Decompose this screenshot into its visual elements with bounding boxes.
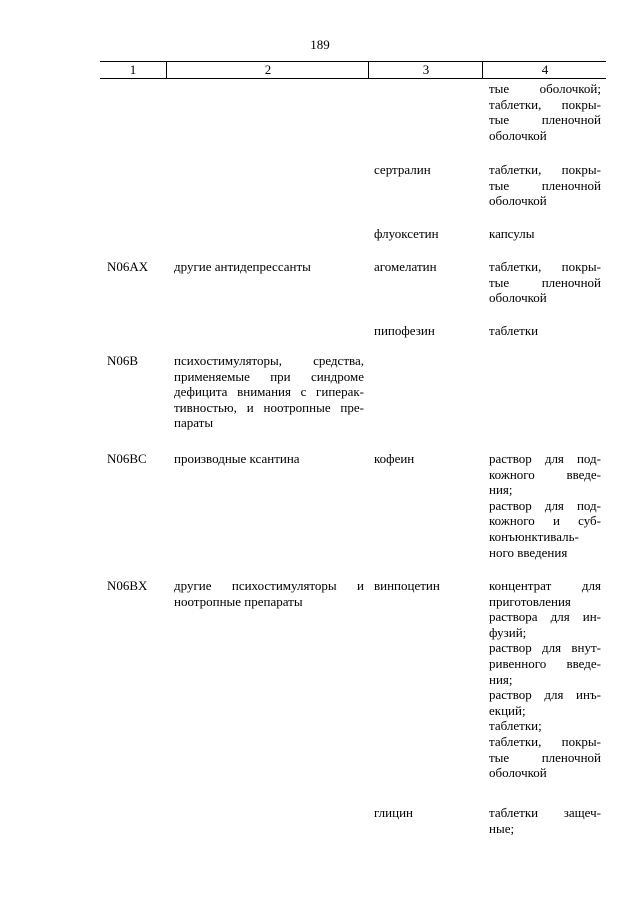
group-name-cell-line: ноотропные препараты bbox=[174, 593, 303, 609]
drug-name-cell bbox=[374, 451, 482, 467]
dosage-forms-cell-line: капсулы bbox=[489, 226, 535, 241]
group-name-cell bbox=[174, 353, 364, 431]
dosage-forms-cell-line: кожного введе- bbox=[489, 466, 601, 482]
dosage-forms-cell-line: раствор для внут- bbox=[489, 640, 601, 656]
dosage-forms-cell bbox=[489, 323, 601, 339]
dosage-forms-cell-line: тые пленочной bbox=[489, 749, 601, 765]
atc-code-cell-line: N06B bbox=[107, 353, 139, 368]
page-number: 189 bbox=[310, 37, 330, 52]
dosage-forms-cell bbox=[489, 578, 601, 781]
atc-code-cell-line: N06AX bbox=[107, 259, 149, 274]
atc-code-cell bbox=[107, 353, 167, 369]
group-name-cell-line: другие психостимуляторы и bbox=[174, 578, 364, 593]
group-name-cell-line: применяемые при синдроме bbox=[174, 368, 364, 384]
dosage-forms-cell-line: оболочкой bbox=[489, 765, 547, 781]
group-name-cell bbox=[174, 259, 364, 275]
dosage-forms-cell-line: тые пленочной bbox=[489, 112, 601, 128]
table-header bbox=[100, 61, 606, 79]
group-name-cell-line: психостимуляторы, средства, bbox=[174, 353, 364, 368]
group-name-cell-line: дефицита внимания с гиперак- bbox=[174, 384, 364, 400]
dosage-forms-cell-line: таблетки, покры- bbox=[489, 162, 601, 177]
dosage-forms-cell bbox=[489, 451, 601, 560]
drug-name-cell bbox=[374, 323, 482, 339]
drug-name-cell bbox=[374, 259, 482, 275]
dosage-forms-cell-line: кожного и суб- bbox=[489, 513, 601, 529]
drug-name-cell-line: агомелатин bbox=[374, 259, 437, 274]
dosage-forms-cell-line: раствор для под- bbox=[489, 451, 601, 466]
drug-name-cell-line: винпоцетин bbox=[374, 578, 440, 593]
dosage-forms-cell-line: тые пленочной bbox=[489, 274, 601, 290]
drug-name-cell bbox=[374, 805, 482, 821]
dosage-forms-cell-line: ные; bbox=[489, 820, 515, 836]
dosage-forms-cell-line: раствор для под- bbox=[489, 497, 601, 513]
dosage-forms-cell-line: ния; bbox=[489, 482, 513, 498]
drug-name-cell-line: флуоксетин bbox=[374, 226, 439, 241]
dosage-forms-cell bbox=[489, 81, 601, 143]
atc-code-cell bbox=[107, 259, 167, 275]
dosage-forms-cell-line: тые пленочной bbox=[489, 177, 601, 193]
dosage-forms-cell-line: фузий; bbox=[489, 624, 527, 640]
group-name-cell-line: тивностью, и ноотропные пре- bbox=[174, 399, 364, 415]
dosage-forms-cell-line: оболочкой bbox=[489, 290, 547, 306]
header-col-1: 1 bbox=[129, 62, 137, 77]
dosage-forms-cell-line: таблетки; bbox=[489, 718, 542, 734]
drug-name-cell-line: сертралин bbox=[374, 162, 431, 177]
atc-code-cell-line: N06BC bbox=[107, 451, 147, 466]
dosage-forms-cell-line: таблетки, покры- bbox=[489, 259, 601, 274]
dosage-forms-cell bbox=[489, 226, 601, 242]
dosage-forms-cell-line: приготовления bbox=[489, 593, 571, 609]
dosage-forms-cell-line: раствор для инъ- bbox=[489, 687, 601, 703]
dosage-forms-cell-line: таблетки bbox=[489, 323, 539, 338]
dosage-forms-cell-line: ривенного введе- bbox=[489, 655, 601, 671]
drug-name-cell-line: кофеин bbox=[374, 451, 415, 466]
group-name-cell bbox=[174, 451, 364, 467]
group-name-cell-line: параты bbox=[174, 415, 214, 431]
dosage-forms-cell-line: тые оболочкой; bbox=[489, 81, 601, 96]
drug-name-cell bbox=[374, 578, 482, 594]
dosage-forms-cell-line: конъюнктиваль- bbox=[489, 528, 579, 544]
dosage-forms-cell-line: таблетки, покры- bbox=[489, 733, 601, 749]
dosage-forms-cell bbox=[489, 805, 601, 836]
atc-code-cell-line: N06BX bbox=[107, 578, 148, 593]
dosage-forms-cell-line: таблетки, покры- bbox=[489, 96, 601, 112]
header-col-4: 4 bbox=[482, 62, 607, 78]
drug-name-cell bbox=[374, 226, 482, 242]
group-name-cell bbox=[174, 578, 364, 609]
dosage-forms-cell-line: оболочкой bbox=[489, 127, 547, 143]
dosage-forms-cell bbox=[489, 162, 601, 209]
dosage-forms-cell-line: таблетки защеч- bbox=[489, 805, 601, 820]
dosage-forms-cell-line: раствора для ин- bbox=[489, 609, 601, 625]
dosage-forms-cell-line: ния; bbox=[489, 671, 513, 687]
dosage-forms-cell-line: оболочкой bbox=[489, 193, 547, 209]
dosage-forms-cell-line: екций; bbox=[489, 702, 526, 718]
atc-code-cell bbox=[107, 451, 167, 467]
dosage-forms-cell-line: ного введения bbox=[489, 544, 568, 560]
drug-name-cell-line: глицин bbox=[374, 805, 413, 820]
header-col-3: 3 bbox=[368, 62, 483, 78]
header-col-2: 2 bbox=[166, 62, 369, 78]
dosage-forms-cell bbox=[489, 259, 601, 306]
group-name-cell-line: производные ксантина bbox=[174, 451, 300, 466]
drug-name-cell bbox=[374, 162, 482, 178]
atc-code-cell bbox=[107, 578, 167, 594]
dosage-forms-cell-line: концентрат для bbox=[489, 578, 601, 593]
group-name-cell-line: другие антидепрессанты bbox=[174, 259, 311, 274]
drug-name-cell-line: пипофезин bbox=[374, 323, 435, 338]
